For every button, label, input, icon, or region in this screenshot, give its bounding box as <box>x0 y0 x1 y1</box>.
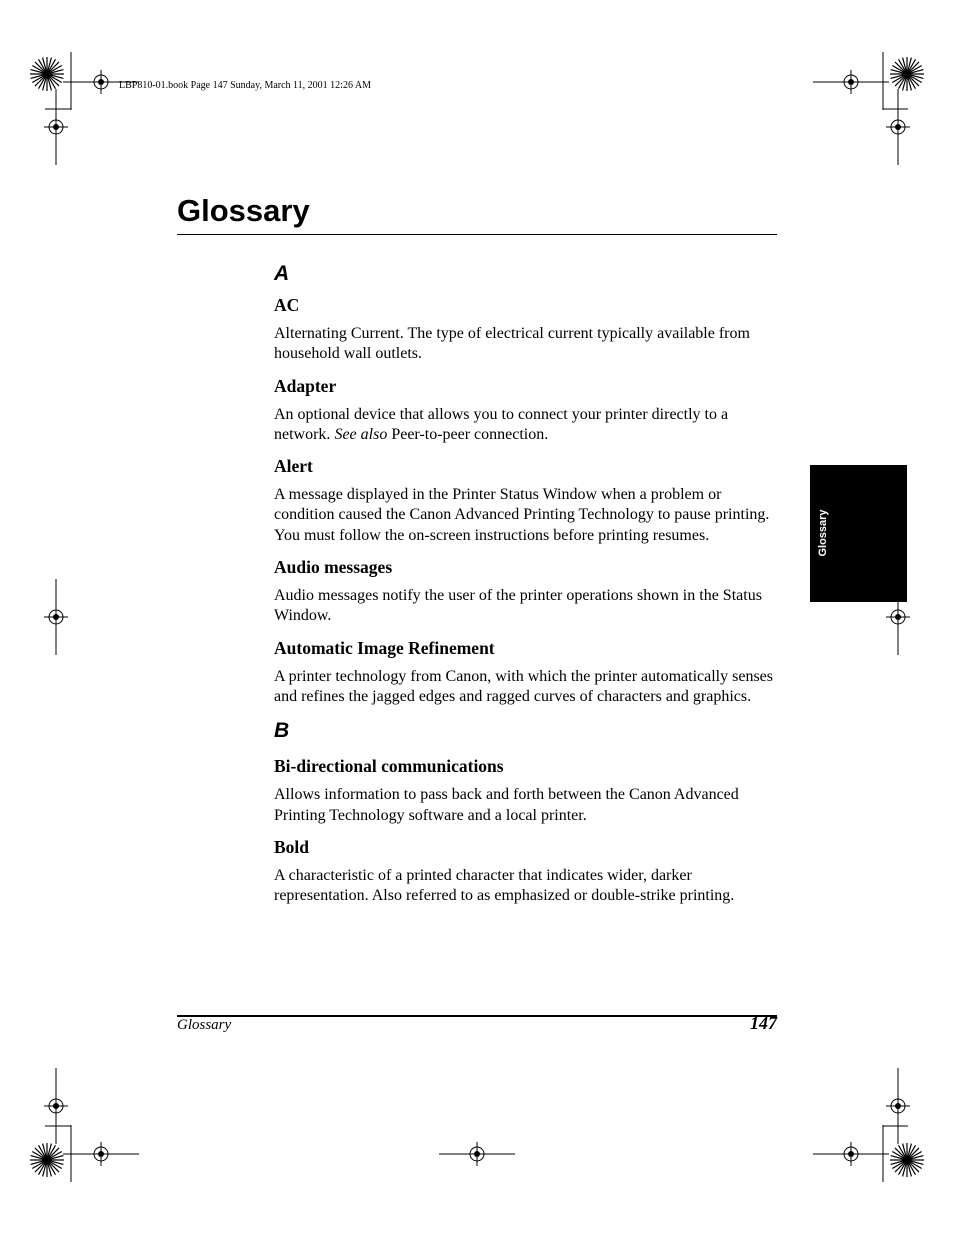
term-automatic-image-refinement: Automatic Image Refinement <box>274 637 495 658</box>
registration-mark <box>813 1142 889 1166</box>
definition-bi-directional-communications: Allows information to pass back and forth between the Canon Advanced Printing Technology software and a local printer. <box>274 786 739 824</box>
registration-mark <box>44 89 68 165</box>
definition-adapter-text: An optional device that allows you to connect your printer directly to a network. <box>274 405 729 443</box>
starburst-mark <box>890 57 924 91</box>
definition-ac: Alternating Current. The type of electrical current typically available from household wall outlets. <box>274 325 750 363</box>
registration-mark <box>886 89 910 165</box>
definition-alert: A message displayed in the Printer Status Window when a problem or condition caused the Canon Advanced Printing Technology to pause printing. You must follow the on-screen instructions before printing resumes. <box>274 486 770 544</box>
book-file-header: LBP810-01.book Page 147 Sunday, March 11, 2001 12:26 AM <box>119 80 372 91</box>
definition-adapter <box>274 405 774 446</box>
see-also-text: See also <box>334 425 388 443</box>
footer-rule <box>177 1015 777 1017</box>
registration-mark <box>44 1068 68 1144</box>
glossary-content <box>274 262 774 916</box>
term-ac: AC <box>274 295 300 315</box>
side-tab <box>810 465 907 602</box>
section-letter-a: A <box>274 262 290 285</box>
footer-section-title: Glossary <box>177 1017 232 1033</box>
page-number: 147 <box>750 1013 777 1033</box>
definition-bold: A characteristic of a printed character that indicates wider, darker representation. Also referred to as emphasized or double-strike printing. <box>274 866 735 905</box>
term-bi-directional-communications: Bi-directional communications <box>274 756 504 777</box>
registration-mark <box>886 1068 910 1144</box>
registration-mark <box>44 579 68 655</box>
definition-automatic-image-refinement: A printer technology from Canon, with which the printer automatically senses and refines the jagged edges and ragged curves of characters and graphics. <box>274 667 773 705</box>
term-alert: Alert <box>274 456 313 477</box>
registration-mark <box>63 1142 139 1166</box>
starburst-mark <box>30 57 64 91</box>
starburst-mark <box>890 1143 924 1177</box>
term-bold: Bold <box>274 836 310 857</box>
title-rule <box>177 234 777 235</box>
registration-mark <box>813 70 889 94</box>
starburst-mark <box>30 1143 64 1177</box>
page-title: Glossary <box>177 193 310 228</box>
registration-mark <box>439 1142 515 1166</box>
definition-audio-messages: Audio messages notify the user of the printer operations shown in the Status Window. <box>274 587 762 625</box>
term-adapter: Adapter <box>274 375 337 396</box>
definition-adapter-crossref: Peer-to-peer connection. <box>387 425 549 443</box>
side-tab-label: Glossary <box>817 509 829 557</box>
section-letter-b: B <box>274 719 290 743</box>
term-audio-messages: Audio messages <box>274 557 393 578</box>
